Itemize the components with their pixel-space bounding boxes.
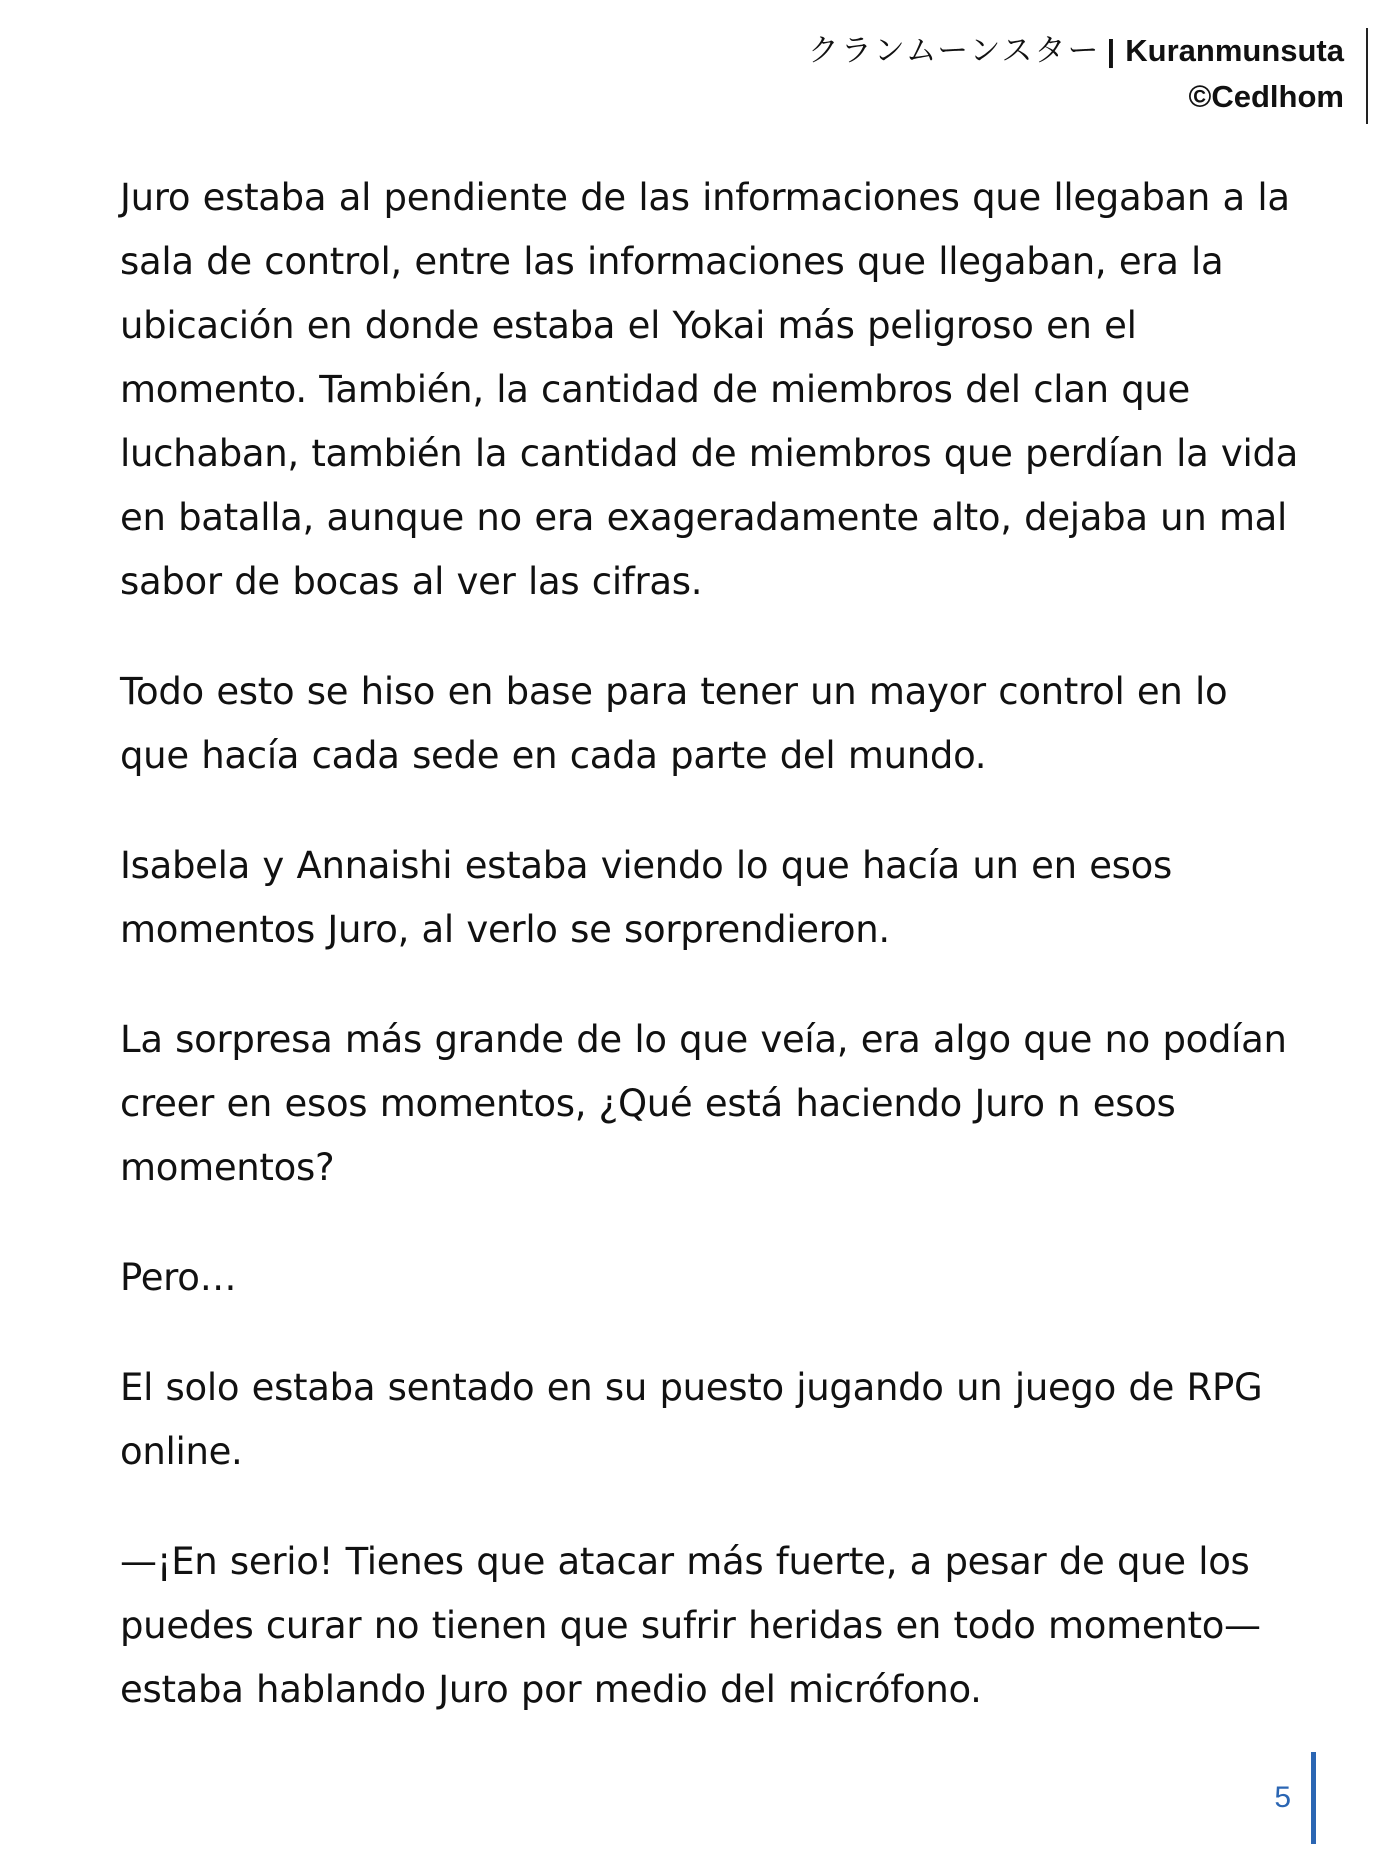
paragraph-7: —¡En serio! Tienes que atacar más fuerte, a pesar de que los puedes curar no tienen que sufrir heridas en todo momento—estaba hablando Juro por medio del micrófono. (120, 1540, 1261, 1711)
paragraph-4: La sorpresa más grande de lo que veía, era algo que no podían creer en esos momentos, ¿Qué está haciendo Juro n esos momentos? (120, 1018, 1287, 1189)
paragraph-3: Isabela y Annaishi estaba viendo lo que hacía un en esos momentos Juro, al verlo se sorprendieron. (120, 844, 1172, 951)
header-separator: | (1106, 33, 1116, 68)
header-series-name: Kuranmunsuta (1125, 33, 1344, 68)
header-copyright: ©Cedlhom (1188, 79, 1344, 114)
header-japanese-title: クランムーンスター (807, 33, 1101, 69)
paragraph-6: El solo estaba sentado en su puesto jugando un juego de RPG online. (120, 1366, 1263, 1473)
page-header (668, 28, 1368, 124)
paragraph-2: Todo esto se hiso en base para tener un mayor control en lo que hacía cada sede en cada parte del mundo. (120, 670, 1228, 777)
paragraph-5: Pero… (120, 1256, 237, 1299)
page-number-block (1274, 1752, 1316, 1844)
header-title-line (668, 28, 1344, 74)
document-body (120, 166, 1300, 1768)
paragraph-1: Juro estaba al pendiente de las informaciones que llegaban a la sala de control, entre las informaciones que llegaban, era la ubicación en donde estaba el Yokai más peligroso en el momento. También, la cantidad de miembros del clan que luchaban, también la cantidad de miembros que perdían la vida en batalla, aunque no era exageradamente alto, dejaba un mal sabor de bocas al ver las cifras. (120, 176, 1299, 603)
page-number: 5 (1274, 1781, 1291, 1814)
